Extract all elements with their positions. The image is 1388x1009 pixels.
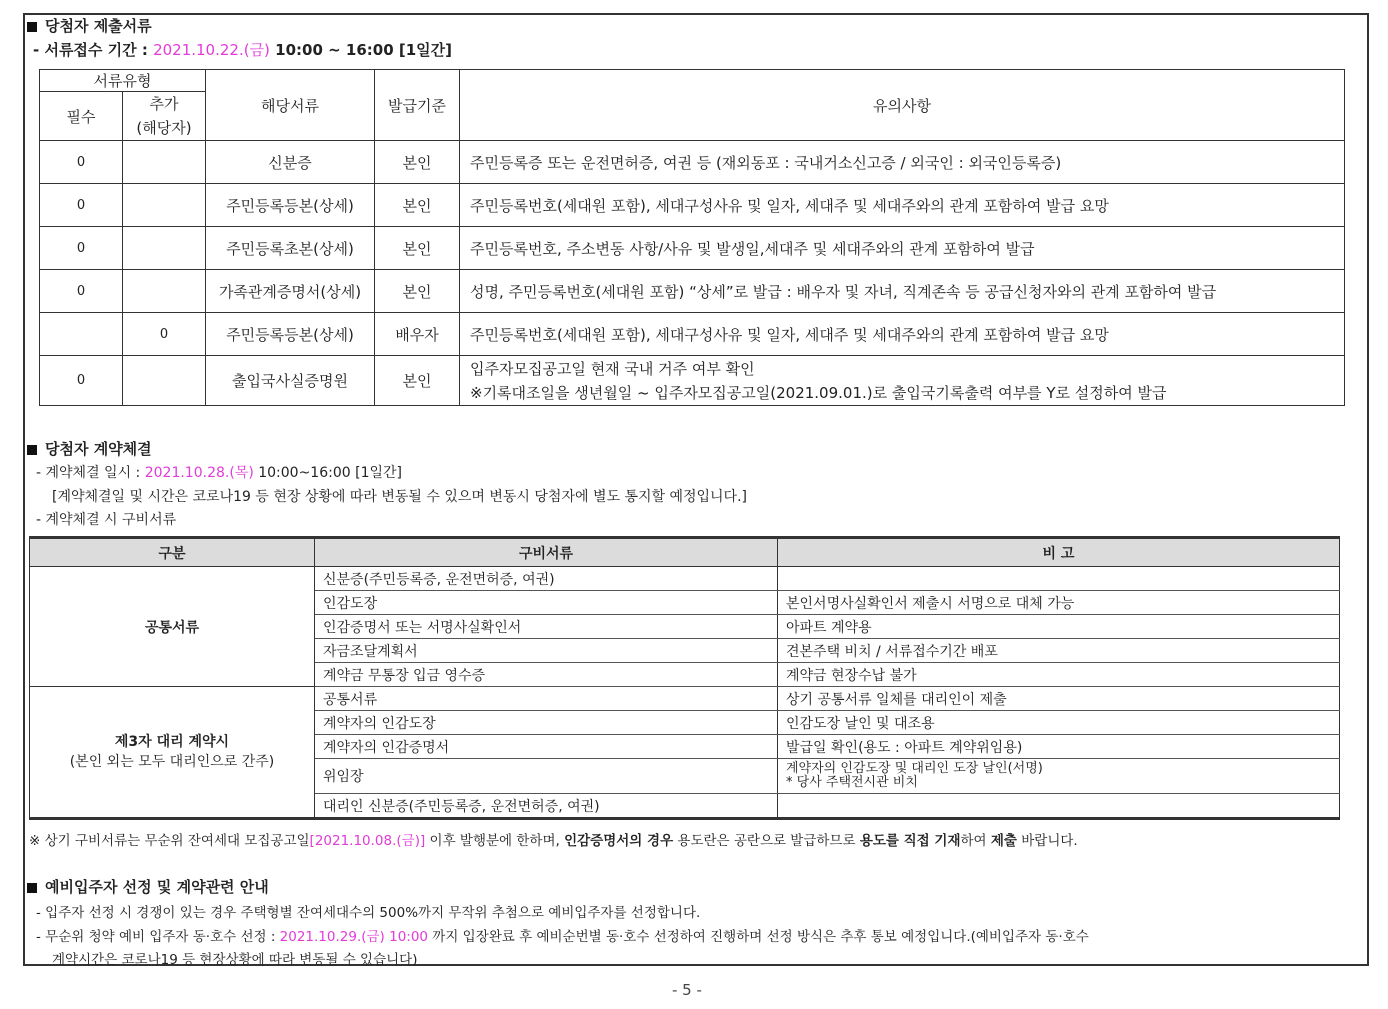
group-common-docs: 공통서류: [30, 567, 315, 687]
header-required: 필수: [40, 92, 123, 141]
table-row: 인감증명서 또는 서명사실확인서 아파트 계약용: [30, 615, 1340, 639]
table-row: 대리인 신분증(주민등록증, 운전면허증, 여권): [30, 794, 1340, 819]
header-doc-type: 서류유형: [40, 70, 206, 92]
header-basis: 발급기준: [375, 70, 460, 141]
table-row: 0 주민등록등본(상세) 본인 주민등록번호(세대원 포함), 세대구성사유 및 일자, 세대주 및 세대주와의 관계 포함하여 발급 요망: [40, 184, 1345, 227]
table-row: 자금조달계획서 견본주택 비치 / 서류접수기간 배포: [30, 639, 1340, 663]
submission-documents-table: [39, 69, 1345, 406]
reserve-line-2: - 무순위 청약 예비 입주자 동·호수 선정 : 2021.10.29.(금) 10:00 까지 입장완료 후 예비순번별 동·호수 선정하여 진행하며 선정 방식은 추후 통보 예정입니다.(예비입주자 동·호수: [36, 929, 1089, 945]
table-row: 0 출입국사실증명원 본인 입주자모집공고일 현재 국내 거주 여부 확인 ※기록대조일을 생년월일 ~ 입주자모집공고일(2021.09.01.)로 출입국기록출력 여부를 Y로 설정하여 발급: [40, 356, 1345, 406]
header-remarks: 비 고: [778, 538, 1340, 567]
section-title-contract: 당첨자 계약체결: [27, 438, 152, 459]
section-title-submission: 당첨자 제출서류: [27, 15, 152, 36]
table-row: 계약자의 인감증명서 발급일 확인(용도 : 아파트 계약위임용): [30, 735, 1340, 759]
square-bullet-icon: [27, 445, 37, 455]
table-row: 공통서류 신분증(주민등록증, 운전면허증, 여권): [30, 567, 1340, 591]
reserve-line-3: 계약시간은 코로나19 등 현장상황에 따라 변동될 수 있습니다): [52, 952, 418, 968]
group-third-party: 제3자 대리 계약시 (본인 외는 모두 대리인으로 간주): [30, 687, 315, 819]
table-row: 0 신분증 본인 주민등록증 또는 운전면허증, 여권 등 (재외동포 : 국내거소신고증 / 외국인 : 외국인등록증): [40, 141, 1345, 184]
header-document: 해당서류: [206, 70, 375, 141]
reserve-line-1: - 입주자 선정 시 경쟁이 있는 경우 주택형별 잔여세대수의 500%까지 무작위 추첨으로 예비입주자를 선정합니다.: [36, 905, 701, 921]
section-title-reserve: 예비입주자 선정 및 계약관련 안내: [27, 876, 269, 897]
contract-date: - 계약체결 일시 : 2021.10.28.(목) 10:00~16:00 [1일간]: [36, 465, 402, 481]
table-row: 계약자의 인감도장 인감도장 날인 및 대조용: [30, 711, 1340, 735]
page-number: - 5 -: [672, 981, 702, 999]
contract-docs-label: - 계약체결 시 구비서류: [36, 512, 177, 528]
footnote: ※ 상기 구비서류는 무순위 잔여세대 모집공고일[2021.10.08.(금)] 이후 발행분에 한하며, 인감증명서의 경우 용도란은 공란으로 발급하므로 용도를 직접 기재하여 제출 바랍니다.: [29, 833, 1078, 849]
table-row: 계약금 무통장 입금 영수증 계약금 현장수납 불가: [30, 663, 1340, 687]
square-bullet-icon: [27, 883, 37, 893]
table-row: 제3자 대리 계약시 (본인 외는 모두 대리인으로 간주) 공통서류 상기 공통서류 일체를 대리인이 제출: [30, 687, 1340, 711]
header-required-docs: 구비서류: [315, 538, 778, 567]
square-bullet-icon: [27, 22, 37, 32]
table-row: 0 가족관계증명서(상세) 본인 성명, 주민등록번호(세대원 포함) “상세”로 발급 : 배우자 및 자녀, 직계존속 등 공급신청자와의 관계 포함하여 발급: [40, 270, 1345, 313]
table-row: 위임장 계약자의 인감도장 및 대리인 도장 날인(서명) * 당사 주택전시관 비치: [30, 759, 1340, 794]
table-row: 0 주민등록초본(상세) 본인 주민등록번호, 주소변동 사항/사유 및 발생일,세대주 및 세대주와의 관계 포함하여 발급: [40, 227, 1345, 270]
header-category: 구분: [30, 538, 315, 567]
header-additional: 추가 (해당자): [123, 92, 206, 141]
table-row: 인감도장 본인서명사실확인서 제출시 서명으로 대체 가능: [30, 591, 1340, 615]
header-notes: 유의사항: [460, 70, 1345, 141]
contract-documents-table: [29, 536, 1340, 820]
table-row: 0 주민등록등본(상세) 배우자 주민등록번호(세대원 포함), 세대구성사유 및 일자, 세대주 및 세대주와의 관계 포함하여 발급 요망: [40, 313, 1345, 356]
submission-period: - 서류접수 기간 : 2021.10.22.(금) 10:00 ~ 16:00 [1일간]: [33, 41, 453, 59]
contract-notice: [계약체결일 및 시간은 코로나19 등 현장 상황에 따라 변동될 수 있으며 변동시 당첨자에 별도 통지할 예정입니다.]: [52, 489, 747, 505]
